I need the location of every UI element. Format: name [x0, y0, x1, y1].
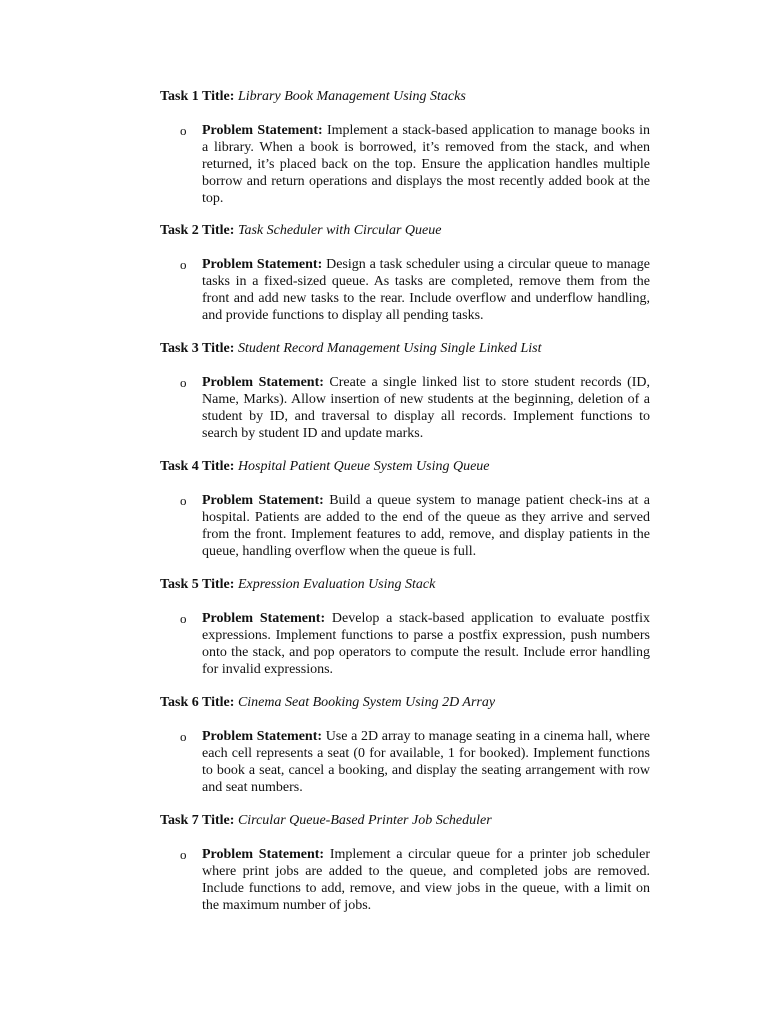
task-name: Expression Evaluation Using Stack — [237, 577, 436, 592]
task-title — [160, 576, 435, 593]
bullet-marker: o — [180, 611, 187, 626]
task-label: Task 3 Title: — [160, 341, 235, 356]
problem-statement-text: Implement a stack-based application to manage books in a library. When a book is borrowed, it’s removed from the stack, and when returned, it’s placed back on the top. Ensure the application handles multiple borrow and return operations and displays the most recently added book at the top. — [202, 123, 651, 206]
task-name: Hospital Patient Queue System Using Queue — [237, 459, 490, 474]
problem-statement-text: Design a task scheduler using a circular queue to manage tasks in a fixed-sized queue. As tasks are completed, remove them from the front and add new tasks to the rear. Include overflow and underflow handling, and provide functions to display all pending tasks. — [202, 257, 651, 323]
problem-statement — [202, 256, 650, 324]
problem-statement-text: Build a queue system to manage patient check-ins at a hospital. Patients are added to the end of the queue as they arrive and served from the front. Implement features to add, remove, and display patients in the queue, handling overflow when the queue is full. — [202, 493, 651, 559]
task-label: Task 2 Title: — [160, 223, 235, 238]
problem-statement — [202, 610, 650, 678]
problem-statement — [202, 374, 650, 442]
bullet-marker: o — [180, 729, 187, 744]
problem-statement-label: Problem Statement: — [202, 493, 324, 508]
task-label: Task 1 Title: — [160, 89, 235, 104]
problem-statement-label: Problem Statement: — [202, 375, 324, 390]
task-title — [160, 458, 490, 475]
problem-statement-label: Problem Statement: — [202, 123, 323, 138]
task-name: Task Scheduler with Circular Queue — [237, 223, 442, 238]
bullet-marker: o — [180, 493, 187, 508]
task-label: Task 5 Title: — [160, 577, 235, 592]
bullet-marker: o — [180, 847, 187, 862]
problem-statement — [202, 846, 650, 914]
task-label: Task 6 Title: — [160, 695, 235, 710]
problem-statement-label: Problem Statement: — [202, 847, 325, 862]
problem-statement-label: Problem Statement: — [202, 257, 323, 272]
problem-statement-text: Create a single linked list to store student records (ID, Name, Marks). Allow insertion of new students at the beginning, deletion of a student by ID, and traversal to display all records. Implement functions to search by student ID and update marks. — [202, 375, 650, 441]
problem-statement-text: Implement a circular queue for a printer job scheduler where print jobs are added to the queue, and completed jobs are removed. Include functions to add, remove, and view jobs in the queue, with a limit on the maximum number of jobs. — [202, 847, 651, 913]
problem-statement-label: Problem Statement: — [202, 729, 323, 744]
task-label: Task 7 Title: — [160, 813, 235, 828]
task-title — [160, 812, 492, 829]
task-title — [160, 694, 495, 711]
problem-statement-text: Use a 2D array to manage seating in a cinema hall, where each cell represents a seat (0 for available, 1 for booked). Implement functions to book a seat, cancel a booking, and display the seating arrangement with row and seat numbers. — [202, 729, 650, 795]
task-title — [160, 88, 466, 105]
problem-statement — [202, 492, 650, 560]
bullet-marker: o — [180, 375, 187, 390]
task-title — [160, 340, 542, 357]
task-name: Circular Queue-Based Printer Job Scheduler — [237, 813, 492, 828]
task-name: Cinema Seat Booking System Using 2D Array — [237, 695, 496, 710]
bullet-marker: o — [180, 123, 187, 138]
bullet-marker: o — [180, 257, 187, 272]
task-name: Student Record Management Using Single Linked List — [237, 341, 542, 356]
task-label: Task 4 Title: — [160, 459, 235, 474]
task-name: Library Book Management Using Stacks — [237, 89, 466, 104]
problem-statement-text: Develop a stack-based application to evaluate postfix expressions. Implement functions to parse a postfix expression, push numbers onto the stack, and pop operators to compute the result. Include error handling for invalid expressions. — [202, 611, 651, 677]
problem-statement-label: Problem Statement: — [202, 611, 326, 626]
task-title — [160, 222, 441, 239]
problem-statement — [202, 728, 650, 796]
problem-statement — [202, 122, 650, 207]
